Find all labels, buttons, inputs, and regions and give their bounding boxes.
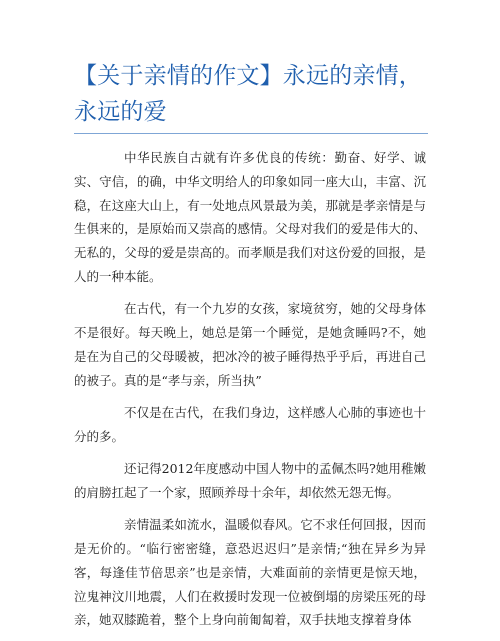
paragraph: 在古代，有一个九岁的女孩，家境贫穷，她的父母身体不是很好。每天晚上，她总是第一个睡觉，是她贪睡吗?不，她是在为自己的父母暖被，把冰冷的被子睡得热乎乎后，再进自己的被子。真的是“孝与亲，所当执” <box>74 301 426 388</box>
paragraph: 亲情温柔如流水，温暖似春风。它不求任何回报，因而是无价的。“临行密密缝，意恐迟迟归”是亲情;“独在异乡为异客，每逢佳节倍思亲”也是亲情，大难面前的亲情更是惊天地，泣鬼神汶川地震，人们在救援时发现一位被倒塌的房梁压死的母亲，她双膝跪着，整个上身向前匍匐着，双手扶地支撑着身体 <box>74 517 426 628</box>
article-title: 【关于亲情的作文】永远的亲情，永远的爱 <box>74 63 422 125</box>
article-body <box>74 146 426 641</box>
paragraph: 还记得2012年度感动中国人物中的孟佩杰吗?她用稚嫩的肩膀扛起了一个家，照顾养母十余年，却依然无怨无悔。 <box>74 461 426 500</box>
title-divider <box>74 133 428 134</box>
paragraph: 不仅是在古代，在我们身边，这样感人心肺的事迹也十分的多。 <box>74 404 426 444</box>
paragraph: 中华民族自古就有许多优良的传统：勤奋、好学、诚实、守信，的确，中华文明给人的印象如同一座大山，丰富、沉稳，在这座大山上，有一处地点风景最为美，那就是孝亲情是与生俱来的，是原始而又崇高的感情。父母对我们的爱是伟大的、无私的，父母的爱是崇高的。而孝顺是我们对这份爱的回报，是人的一种本能。 <box>74 150 426 284</box>
